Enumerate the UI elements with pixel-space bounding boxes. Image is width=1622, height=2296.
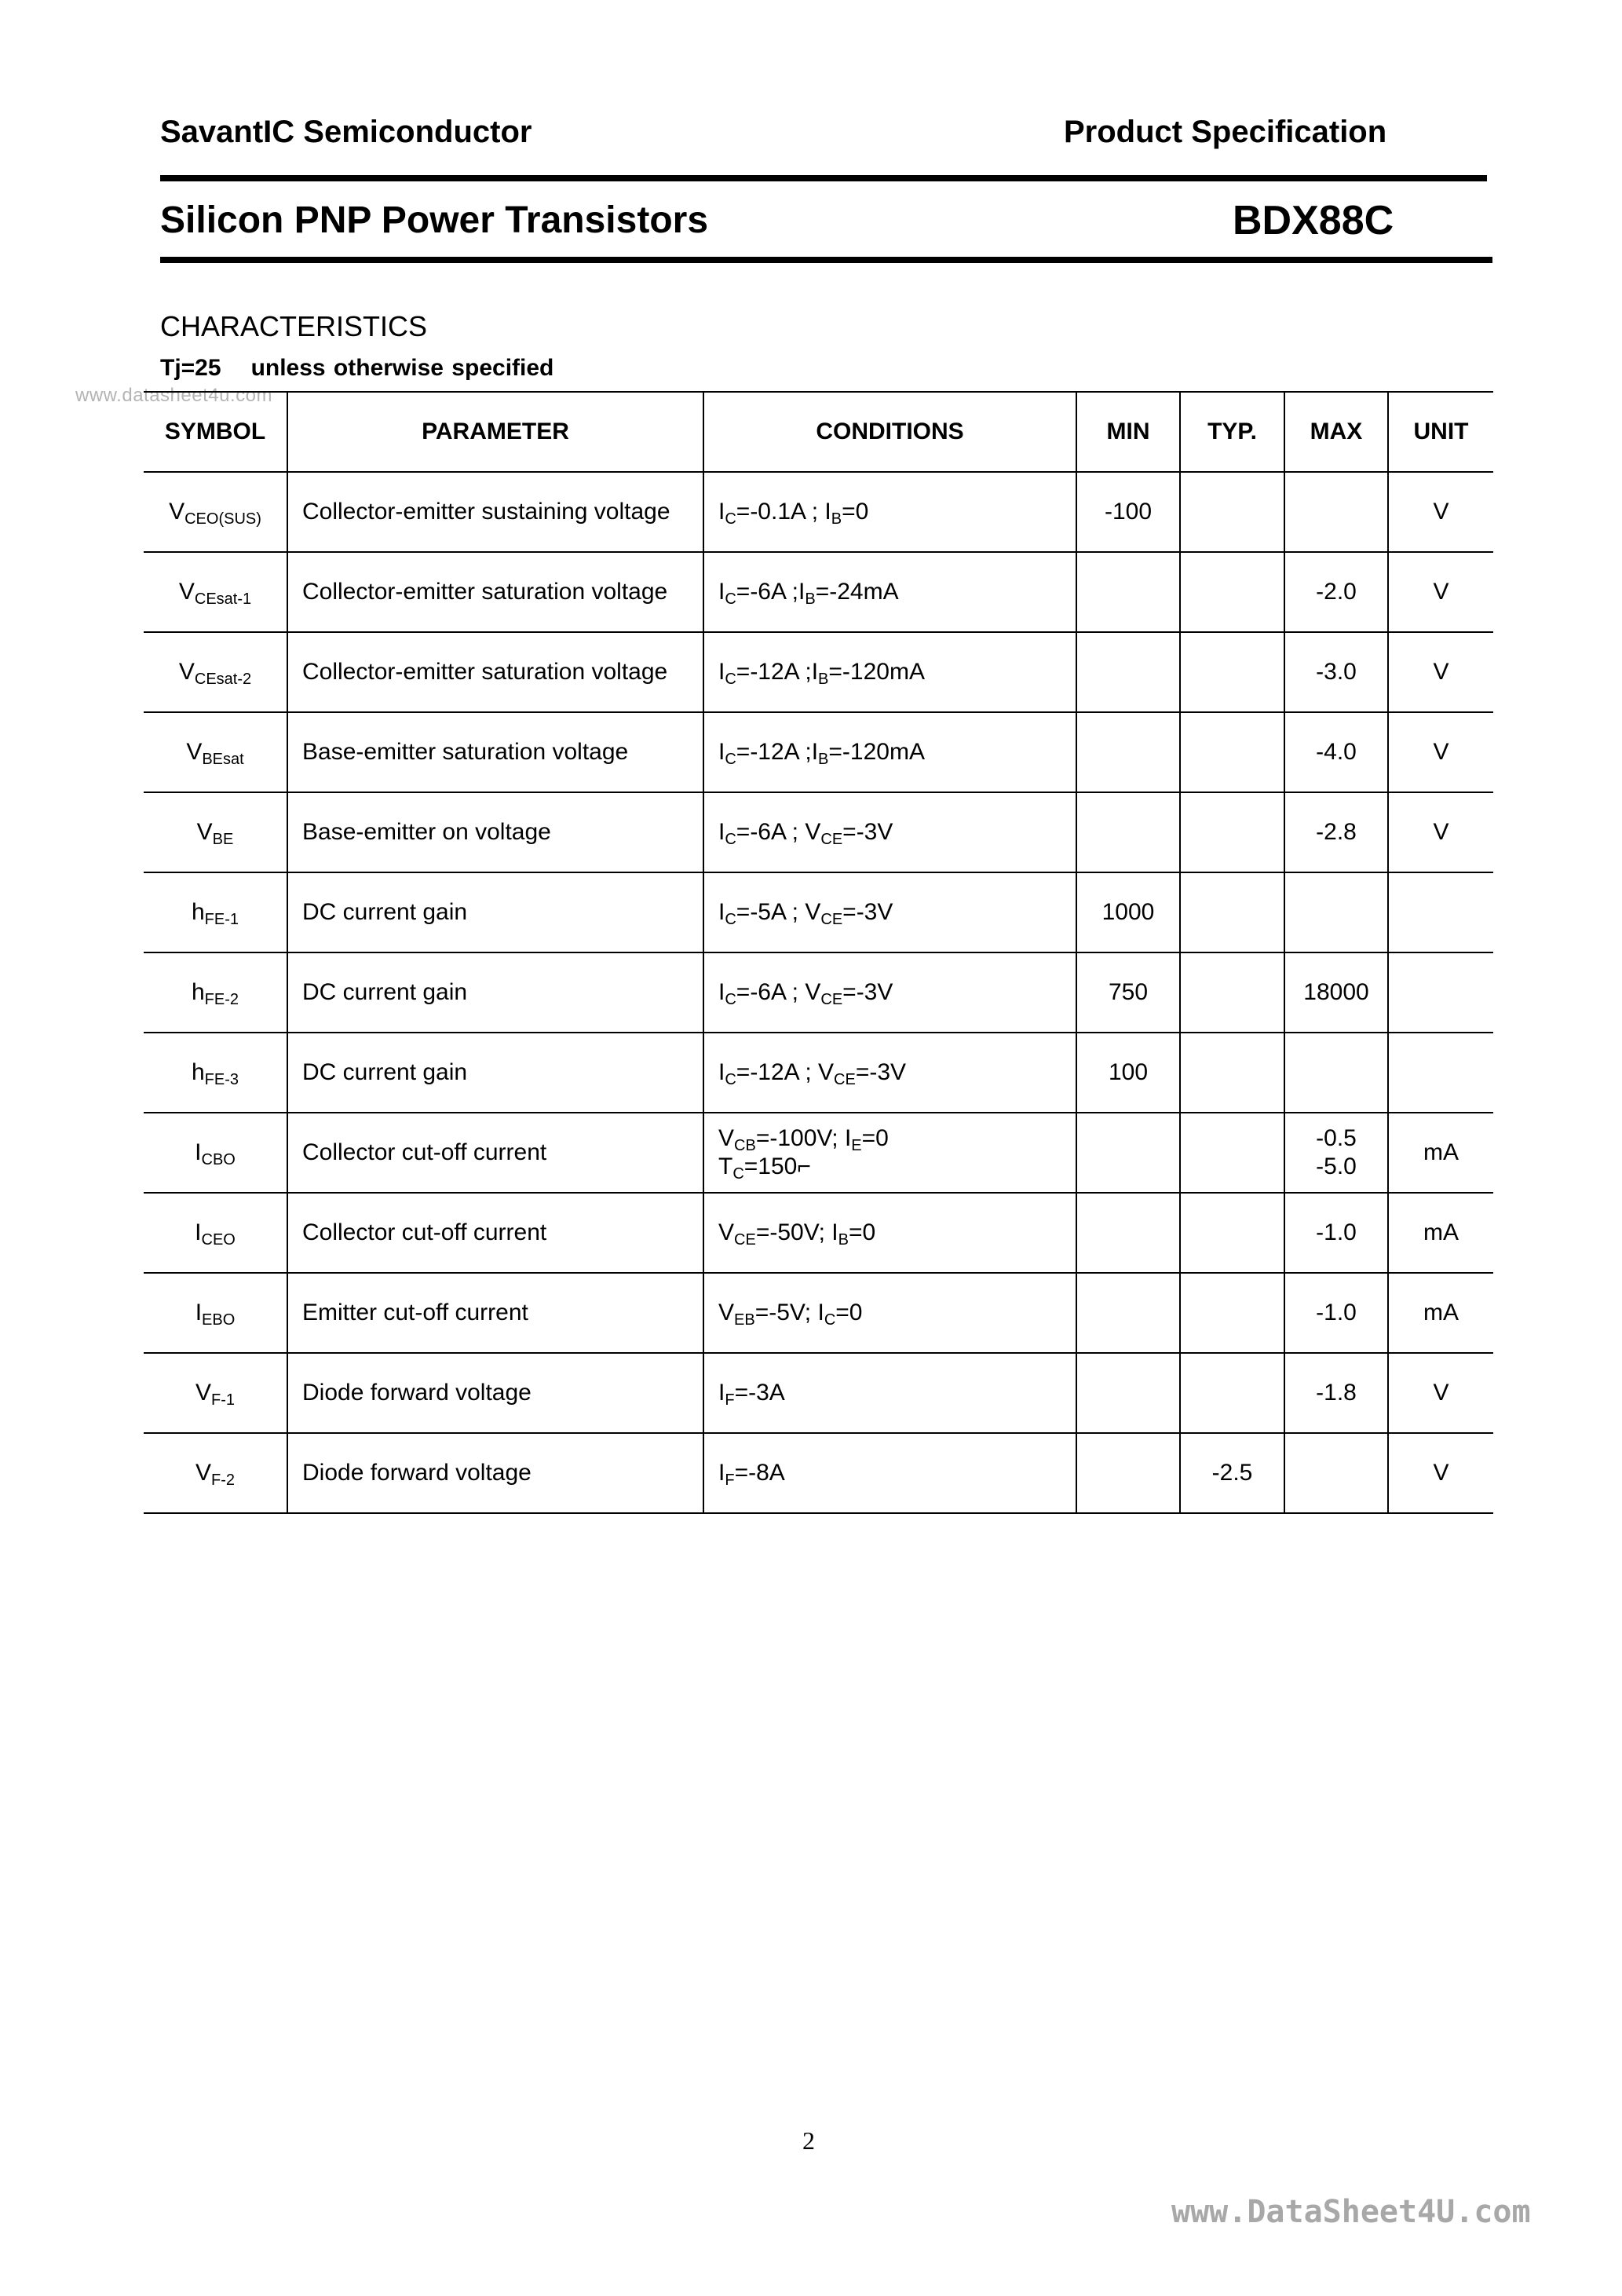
typ-cell — [1180, 632, 1284, 712]
condition-text: =-12A ;I — [736, 739, 819, 765]
unit-cell: V — [1388, 472, 1493, 552]
conditions-cell — [703, 1113, 1076, 1193]
condition-subscript: B — [805, 590, 816, 608]
condition-subscript: EB — [734, 1311, 755, 1329]
min-cell: -100 — [1076, 472, 1180, 552]
symbol-subscript: CEsat-2 — [194, 671, 252, 688]
condition-subscript: F — [725, 1472, 735, 1489]
company-name: SavantIC Semiconductor — [160, 115, 532, 149]
condition-subscript: C — [725, 991, 736, 1008]
condition-text: I — [718, 1380, 725, 1406]
conditions-cell — [703, 712, 1076, 792]
typ-cell — [1180, 712, 1284, 792]
condition-subscript: C — [725, 671, 736, 688]
unit-cell — [1388, 1033, 1493, 1113]
parameter-cell: Diode forward voltage — [287, 1353, 703, 1433]
condition-prefix: Tj=25 — [160, 355, 221, 381]
conditions-cell — [703, 552, 1076, 632]
symbol-subscript: CEO(SUS) — [184, 510, 261, 528]
condition-subscript: CE — [734, 1231, 756, 1249]
parameter-cell: Base-emitter saturation voltage — [287, 712, 703, 792]
column-header: SYMBOL — [144, 392, 287, 472]
condition-text: =-6A ; V — [736, 819, 821, 845]
symbol-letter: V — [195, 1460, 211, 1486]
table-row — [144, 1353, 1493, 1433]
table-row — [144, 792, 1493, 872]
table-row — [144, 1193, 1493, 1273]
condition-subscript: CE — [820, 911, 843, 928]
condition-subscript: F — [725, 1391, 735, 1409]
condition-text: =0 — [848, 1219, 876, 1245]
max-cell — [1284, 1433, 1388, 1513]
symbol-cell — [144, 792, 287, 872]
symbol-letter: V — [196, 819, 213, 845]
symbol-letter: h — [191, 979, 205, 1005]
conditions-cell — [703, 1433, 1076, 1513]
conditions-cell — [703, 872, 1076, 952]
typ-cell — [1180, 952, 1284, 1033]
symbol-letter: V — [169, 499, 185, 525]
condition-subscript: CE — [834, 1071, 856, 1088]
symbol-subscript: EBO — [202, 1311, 236, 1329]
max-cell: -1.0 — [1284, 1273, 1388, 1353]
symbol-subscript: FE-3 — [204, 1071, 239, 1088]
condition-subscript: C — [732, 1165, 744, 1183]
parameter-cell: DC current gain — [287, 872, 703, 952]
max-value: -5.0 — [1316, 1153, 1357, 1179]
parameter-cell: Diode forward voltage — [287, 1433, 703, 1513]
symbol-cell — [144, 632, 287, 712]
symbol-subscript: F-1 — [211, 1391, 235, 1409]
conditions-cell — [703, 472, 1076, 552]
min-cell: 750 — [1076, 952, 1180, 1033]
condition-text: =0 — [842, 499, 869, 525]
table-header-row — [144, 392, 1493, 472]
symbol-letter: V — [195, 1380, 211, 1406]
condition-subscript: C — [725, 510, 736, 528]
symbol-cell — [144, 472, 287, 552]
symbol-cell — [144, 1113, 287, 1193]
symbol-letter: I — [195, 1219, 202, 1245]
condition-text: I — [718, 819, 725, 845]
parameter-cell: Base-emitter on voltage — [287, 792, 703, 872]
column-header: PARAMETER — [287, 392, 703, 472]
symbol-subscript: BEsat — [202, 751, 244, 768]
symbol-subscript: CEsat-1 — [194, 590, 252, 608]
symbol-letter: V — [178, 579, 195, 605]
condition-subscript: C — [725, 590, 736, 608]
condition-text: =-3V — [842, 979, 893, 1005]
table-row — [144, 872, 1493, 952]
characteristics-table — [144, 391, 1493, 1514]
condition-subscript: E — [851, 1137, 862, 1154]
typ-cell — [1180, 472, 1284, 552]
max-value: -0.5 — [1316, 1125, 1357, 1151]
parameter-cell: Collector-emitter saturation voltage — [287, 552, 703, 632]
max-cell: -4.0 — [1284, 712, 1388, 792]
column-header: TYP. — [1180, 392, 1284, 472]
condition-subscript: C — [725, 911, 736, 928]
condition-text: =-6A ;I — [736, 579, 806, 605]
condition-text: I — [718, 899, 725, 925]
symbol-cell — [144, 952, 287, 1033]
condition-text: =-0.1A ; I — [736, 499, 831, 525]
typ-cell — [1180, 872, 1284, 952]
min-cell — [1076, 1273, 1180, 1353]
min-cell: 1000 — [1076, 872, 1180, 952]
symbol-letter: I — [195, 1139, 202, 1165]
column-header: MIN — [1076, 392, 1180, 472]
max-cell — [1284, 872, 1388, 952]
condition-subscript: C — [725, 831, 736, 848]
condition-text: =-8A — [734, 1460, 785, 1486]
symbol-subscript: BE — [212, 831, 234, 848]
symbol-cell — [144, 872, 287, 952]
unit-cell: V — [1388, 632, 1493, 712]
condition-text: V — [718, 1219, 735, 1245]
column-header: MAX — [1284, 392, 1388, 472]
condition-text: V — [718, 1125, 735, 1151]
condition-text: I — [718, 1059, 725, 1085]
test-condition-line — [160, 355, 553, 382]
header-rule-bottom — [160, 257, 1492, 263]
symbol-cell — [144, 712, 287, 792]
condition-text: I — [718, 579, 725, 605]
min-cell — [1076, 1433, 1180, 1513]
condition-text: =-3V — [842, 819, 893, 845]
condition-text: =-100V; I — [755, 1125, 852, 1151]
unit-cell: V — [1388, 552, 1493, 632]
min-cell — [1076, 792, 1180, 872]
condition-text: =150⌐ — [743, 1153, 811, 1179]
min-cell: 100 — [1076, 1033, 1180, 1113]
symbol-subscript: FE-2 — [204, 991, 239, 1008]
conditions-cell — [703, 1033, 1076, 1113]
conditions-line — [718, 1153, 1076, 1181]
max-cell: -1.0 — [1284, 1193, 1388, 1273]
condition-text: =-3V — [842, 899, 893, 925]
conditions-cell — [703, 792, 1076, 872]
min-cell — [1076, 712, 1180, 792]
min-cell — [1076, 1193, 1180, 1273]
table-row — [144, 632, 1493, 712]
unit-cell: V — [1388, 1353, 1493, 1433]
table-row — [144, 1113, 1493, 1193]
conditions-cell — [703, 952, 1076, 1033]
unit-cell — [1388, 872, 1493, 952]
max-cell: -2.8 — [1284, 792, 1388, 872]
typ-cell — [1180, 1113, 1284, 1193]
table-row — [144, 552, 1493, 632]
typ-cell — [1180, 1353, 1284, 1433]
unit-cell: V — [1388, 792, 1493, 872]
table-row — [144, 1433, 1493, 1513]
unit-cell: V — [1388, 1433, 1493, 1513]
symbol-letter: I — [195, 1300, 203, 1325]
symbol-cell — [144, 1193, 287, 1273]
condition-text: I — [718, 499, 725, 525]
max-cell: 18000 — [1284, 952, 1388, 1033]
condition-text: V — [718, 1300, 735, 1325]
conditions-cell — [703, 1273, 1076, 1353]
parameter-cell: Emitter cut-off current — [287, 1273, 703, 1353]
parameter-cell: Collector cut-off current — [287, 1113, 703, 1193]
condition-text: =-5A ; V — [736, 899, 821, 925]
condition-text: I — [718, 659, 725, 685]
unit-cell: mA — [1388, 1193, 1493, 1273]
conditions-cell — [703, 1353, 1076, 1433]
min-cell — [1076, 1353, 1180, 1433]
parameter-cell: Collector-emitter saturation voltage — [287, 632, 703, 712]
max-cell: -1.8 — [1284, 1353, 1388, 1433]
conditions-line — [718, 1124, 1076, 1153]
document-title: Silicon PNP Power Transistors — [160, 199, 709, 241]
condition-subscript: C — [824, 1311, 836, 1329]
symbol-letter: V — [186, 739, 203, 765]
symbol-letter: h — [191, 899, 205, 925]
parameter-cell: Collector-emitter sustaining voltage — [287, 472, 703, 552]
part-number: BDX88C — [1233, 198, 1394, 243]
symbol-subscript: CEO — [201, 1231, 236, 1249]
conditions-cell — [703, 632, 1076, 712]
condition-text: =-3V — [855, 1059, 907, 1085]
condition-text: =-50V; I — [755, 1219, 838, 1245]
max-cell — [1284, 1033, 1388, 1113]
unit-cell: mA — [1388, 1273, 1493, 1353]
condition-text: I — [718, 739, 725, 765]
condition-text: T — [718, 1153, 733, 1179]
condition-subscript: B — [818, 751, 829, 768]
table-row — [144, 952, 1493, 1033]
typ-cell — [1180, 792, 1284, 872]
condition-text: I — [718, 979, 725, 1005]
parameter-cell: DC current gain — [287, 1033, 703, 1113]
parameter-cell: DC current gain — [287, 952, 703, 1033]
symbol-subscript: F-2 — [211, 1472, 235, 1489]
max-cell — [1284, 1113, 1388, 1193]
min-cell — [1076, 552, 1180, 632]
condition-text: =-24mA — [815, 579, 899, 605]
condition-subscript: CB — [734, 1137, 756, 1154]
symbol-cell — [144, 1273, 287, 1353]
conditions-cell — [703, 1193, 1076, 1273]
condition-subscript: C — [725, 751, 736, 768]
column-header: UNIT — [1388, 392, 1493, 472]
column-header: CONDITIONS — [703, 392, 1076, 472]
page-number: 2 — [802, 2126, 815, 2155]
condition-subscript: C — [725, 1071, 736, 1088]
typ-cell — [1180, 1193, 1284, 1273]
symbol-cell — [144, 1433, 287, 1513]
condition-text: =-5V; I — [754, 1300, 824, 1325]
condition-text: =0 — [835, 1300, 863, 1325]
condition-text: =-6A ; V — [736, 979, 821, 1005]
unit-cell: mA — [1388, 1113, 1493, 1193]
parameter-cell: Collector cut-off current — [287, 1193, 703, 1273]
symbol-subscript: CBO — [201, 1151, 236, 1168]
condition-subscript: B — [831, 510, 842, 528]
table-row — [144, 1273, 1493, 1353]
typ-cell — [1180, 1033, 1284, 1113]
typ-cell — [1180, 552, 1284, 632]
symbol-cell — [144, 1033, 287, 1113]
max-cell — [1284, 472, 1388, 552]
symbol-cell — [144, 1353, 287, 1433]
condition-text: =0 — [861, 1125, 889, 1151]
symbol-letter: h — [191, 1059, 205, 1085]
unit-cell — [1388, 952, 1493, 1033]
max-cell: -3.0 — [1284, 632, 1388, 712]
condition-text: =-3A — [734, 1380, 785, 1406]
unit-cell: V — [1388, 712, 1493, 792]
condition-subscript: CE — [820, 831, 843, 848]
condition-subscript: B — [838, 1231, 849, 1249]
condition-text: I — [718, 1460, 725, 1486]
condition-text: =-12A ;I — [736, 659, 819, 685]
symbol-letter: V — [178, 659, 195, 685]
condition-text: =-12A ; V — [736, 1059, 835, 1085]
symbol-subscript: FE-1 — [204, 911, 239, 928]
section-heading: CHARACTERISTICS — [160, 310, 428, 342]
condition-subscript: B — [818, 671, 829, 688]
spec-type: Product Specification — [1064, 115, 1387, 149]
condition-text: =-120mA — [828, 659, 925, 685]
max-cell: -2.0 — [1284, 552, 1388, 632]
condition-subscript: CE — [820, 991, 843, 1008]
typ-cell — [1180, 1273, 1284, 1353]
min-cell — [1076, 632, 1180, 712]
symbol-cell — [144, 552, 287, 632]
watermark-large[interactable]: www.DataSheet4U.com — [1171, 2194, 1531, 2230]
condition-suffix: unless otherwise specified — [250, 355, 554, 381]
header-rule-top — [160, 175, 1487, 181]
typ-cell: -2.5 — [1180, 1433, 1284, 1513]
table-row — [144, 712, 1493, 792]
min-cell — [1076, 1113, 1180, 1193]
table-row — [144, 472, 1493, 552]
table-row — [144, 1033, 1493, 1113]
watermark-small[interactable]: www.datasheet4u.com — [75, 385, 272, 406]
condition-text: =-120mA — [828, 739, 925, 765]
